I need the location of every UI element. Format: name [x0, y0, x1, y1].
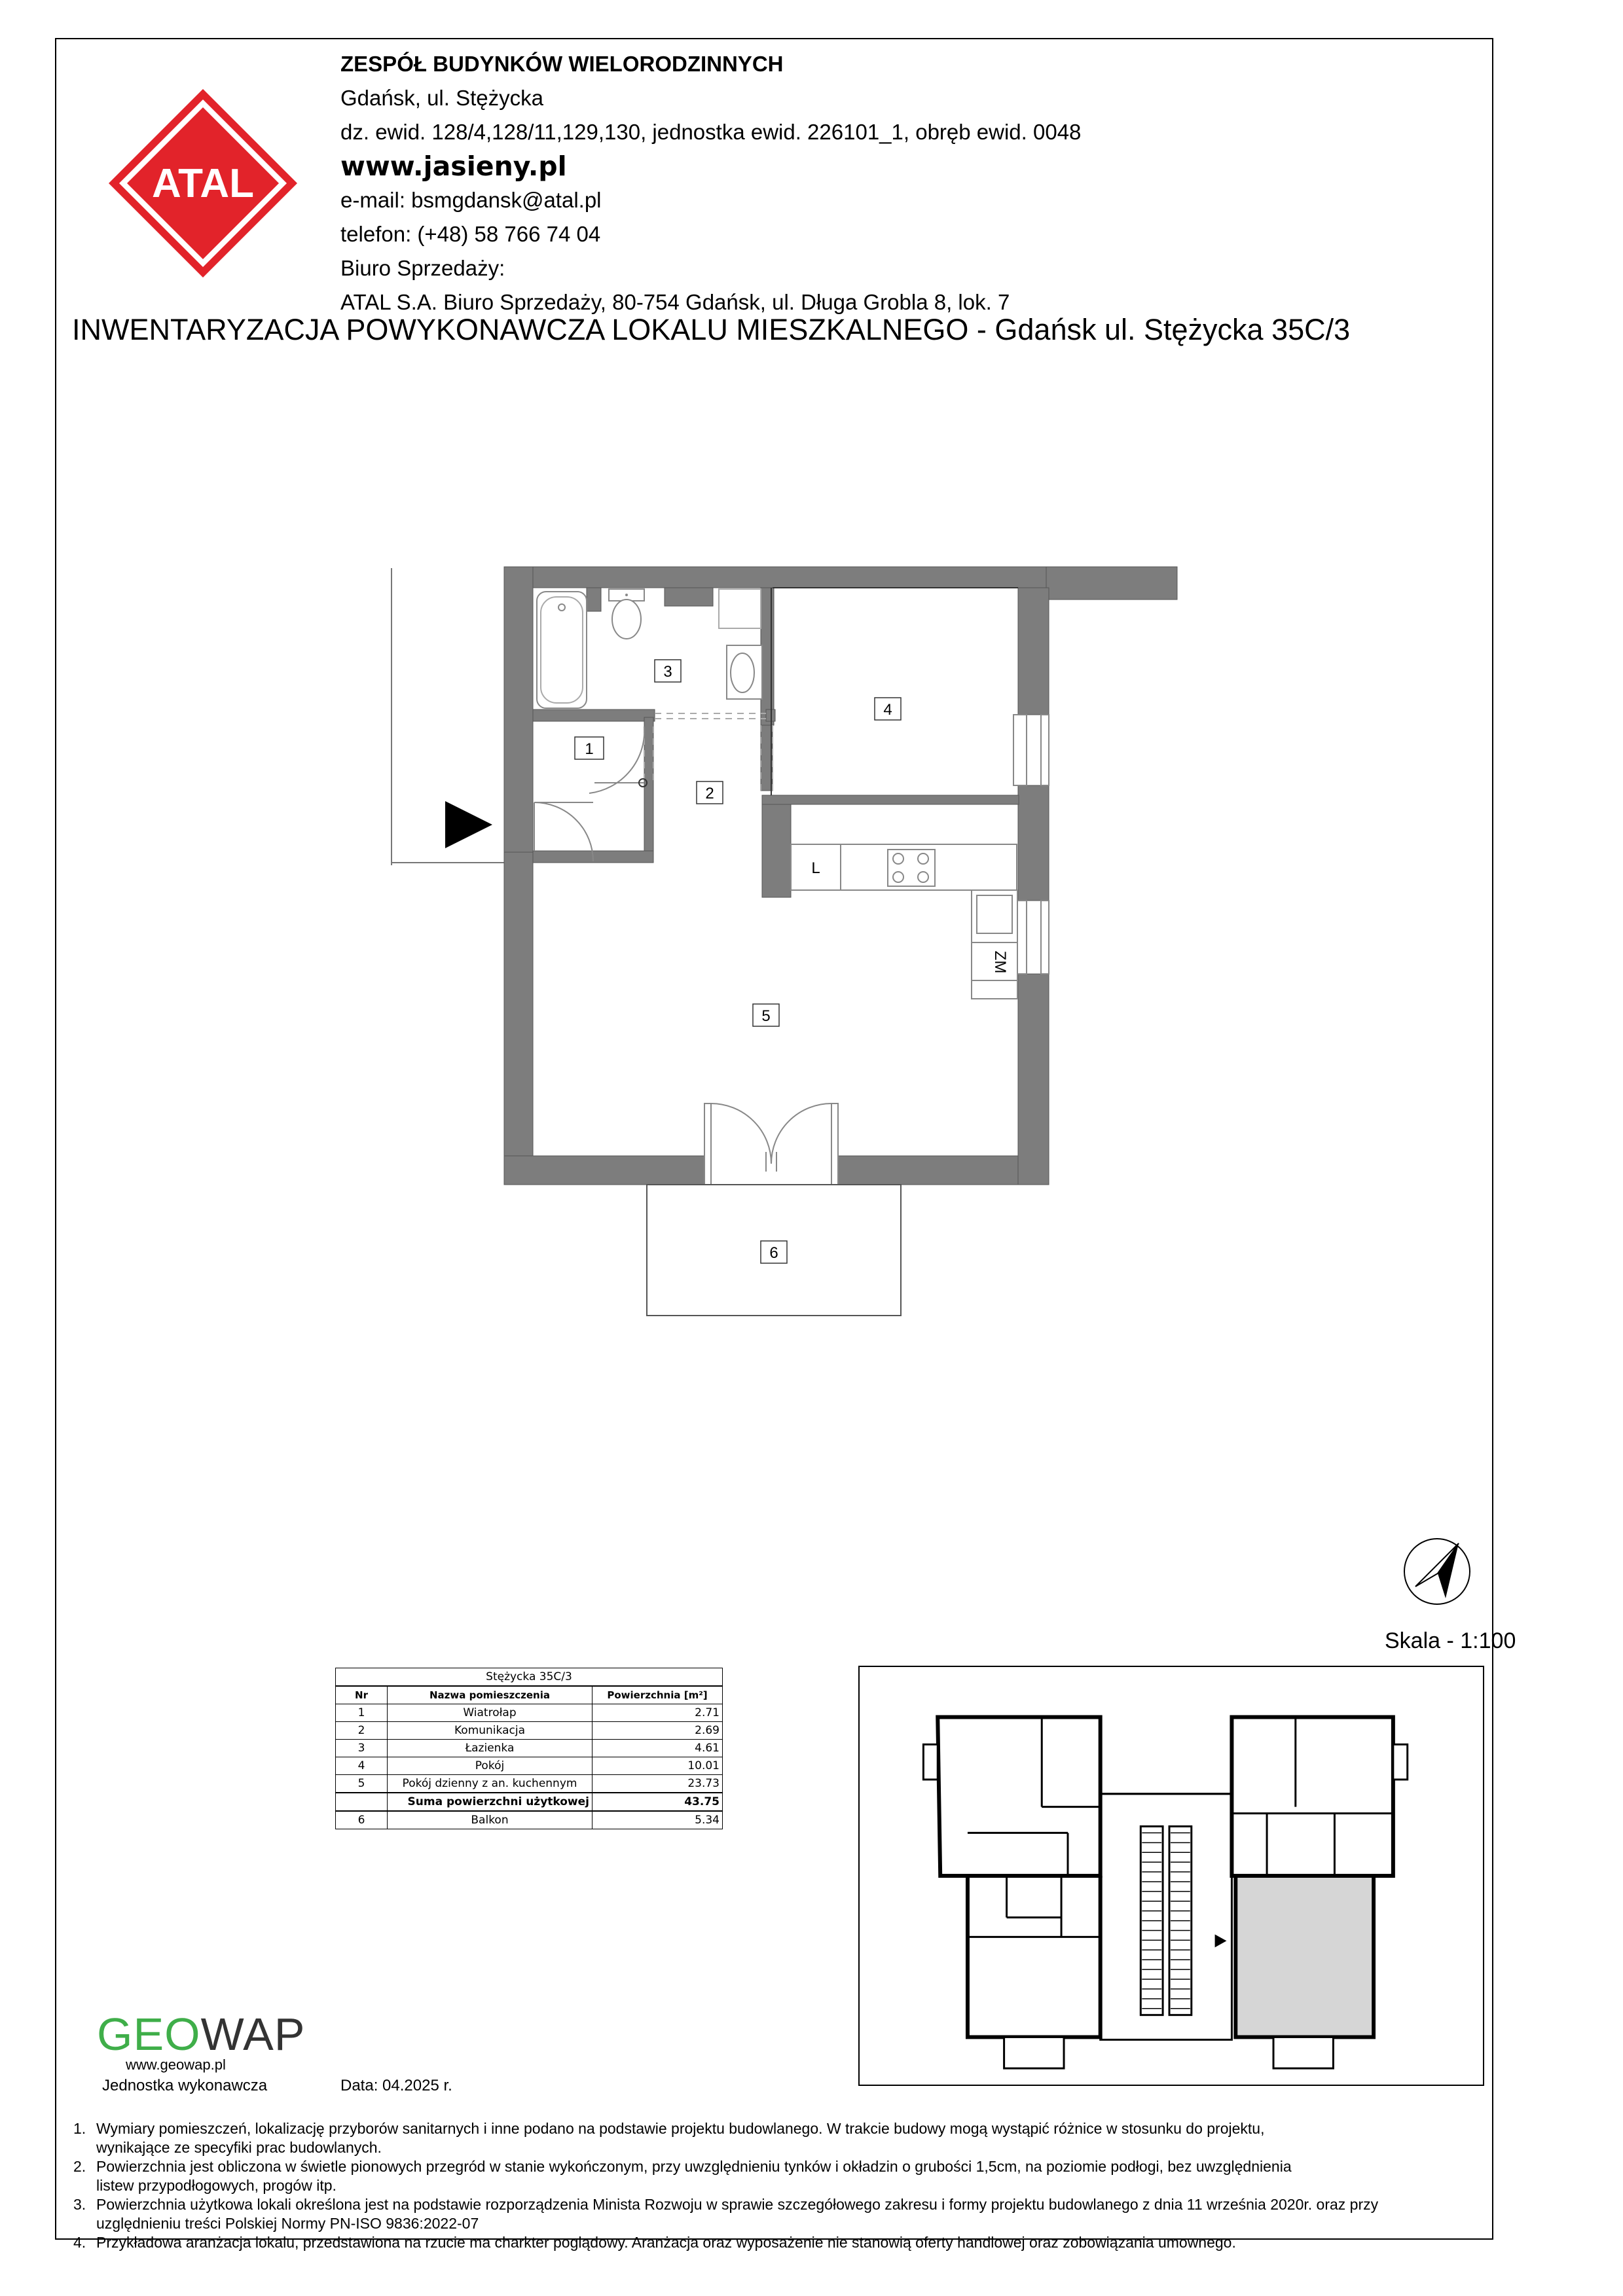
- fridge-label: ZM: [991, 950, 1009, 974]
- header-nr: Nr: [336, 1686, 388, 1704]
- table-row: 1 Wiatrołap 2.71: [336, 1704, 723, 1722]
- room-label-5: 5: [761, 1007, 771, 1025]
- room-label-6: 6: [769, 1244, 778, 1262]
- sales-office-label: Biuro Sprzedaży:: [340, 256, 505, 280]
- table-row: 6 Balkon 5.34: [336, 1811, 723, 1829]
- table-caption: Stężycka 35C/3: [336, 1668, 723, 1687]
- room-label-3: 3: [663, 663, 672, 681]
- note-item: 1. Wymiary pomieszczeń, lokalizację przyborów sanitarnych i inne podano na podstawie projektu budowlanego. W trakcie budowy mogą wystąpić różnice w stosunku do projektu, wynikające ze specyfiki prac budowlanych.: [73, 2120, 1265, 2156]
- website-link[interactable]: www.jasieny.pl: [340, 151, 567, 182]
- north-arrow-icon: [1401, 1535, 1473, 1607]
- note-item: 4. Przykładowa aranżacja lokalu, przedstawiona na rzucie ma charkter poglądowy. Aranżacja oraz wyposażenie nie stanowią oferty handlowej oraz zobowiązania umownego.: [73, 2234, 1236, 2251]
- table-row: 2 Komunikacja 2.69: [336, 1722, 723, 1740]
- company-name: ZESPÓŁ BUDYNKÓW WIELORODZINNYCH: [340, 52, 784, 76]
- company-info: [340, 47, 1081, 319]
- geowap-logo: GEOWAP www.geowap.pl: [97, 2009, 306, 2073]
- note-item: 2. Powierzchnia jest obliczona w świetle pionowych przegród w stanie wykończonym, przy uwzględnieniu tynków i okładzin o grubości 1,5cm, na poziomie podłogi, bez uwzględnienia listew przypodłogowych, progów itp.: [73, 2158, 1292, 2194]
- atal-logo: [105, 85, 301, 281]
- table-sum-row: Suma powierzchni użytkowej 43.75: [336, 1793, 723, 1811]
- room-label-2: 2: [705, 785, 714, 802]
- email-link[interactable]: e-mail: bsmgdansk@atal.pl: [340, 188, 602, 212]
- rooms-table: [335, 1668, 723, 1829]
- table-row: 3 Łazienka 4.61: [336, 1740, 723, 1757]
- parcel-info: dz. ewid. 128/4,128/11,129,130, jednostka ewid. 226101_1, obręb ewid. 0048: [340, 120, 1082, 144]
- geowap-url[interactable]: www.geowap.pl: [126, 2056, 226, 2073]
- floor-plan: [386, 563, 1192, 1322]
- header-name: Nazwa pomieszczenia: [388, 1686, 593, 1704]
- header-area: Powierzchnia [m²]: [593, 1686, 723, 1704]
- notes: [55, 2119, 1493, 2252]
- page-title: INWENTARYZACJA POWYKONAWCZA LOKALU MIESZKALNEGO - Gdańsk ul. Stężycka 35C/3: [72, 313, 1351, 346]
- phone-number: telefon: (+48) 58 766 74 04: [340, 222, 601, 246]
- note-item: 3. Powierzchnia użytkowa lokali określona jest na podstawie rozporządzenia Minista Rozwoju w sprawie szczegółowego zakresu i formy projektu budowlanego z dnia 11 września 2020r. oraz przy uzględnieniu treści Polskiej Normy PN-ISO 9836:2022-07: [73, 2196, 1379, 2232]
- sink-label: L: [811, 859, 820, 877]
- key-plan: [858, 1666, 1484, 2086]
- table-row: 4 Pokój 10.01: [336, 1757, 723, 1775]
- date-label: Data: 04.2025 r.: [340, 2077, 452, 2094]
- scale-label: Skala - 1:100: [1385, 1628, 1516, 1653]
- unit-label: Jednostka wykonawcza: [102, 2077, 268, 2094]
- sales-office-address: ATAL S.A. Biuro Sprzedaży, 80-754 Gdańsk, ul. Długa Grobla 8, lok. 7: [340, 290, 1010, 314]
- room-label-4: 4: [883, 701, 892, 719]
- table-row: 5 Pokój dzienny z an. kuchennym 23.73: [336, 1775, 723, 1793]
- logo-text: ATAL: [151, 161, 255, 206]
- company-address: Gdańsk, ul. Stężycka: [340, 86, 543, 110]
- room-label-1: 1: [585, 740, 594, 758]
